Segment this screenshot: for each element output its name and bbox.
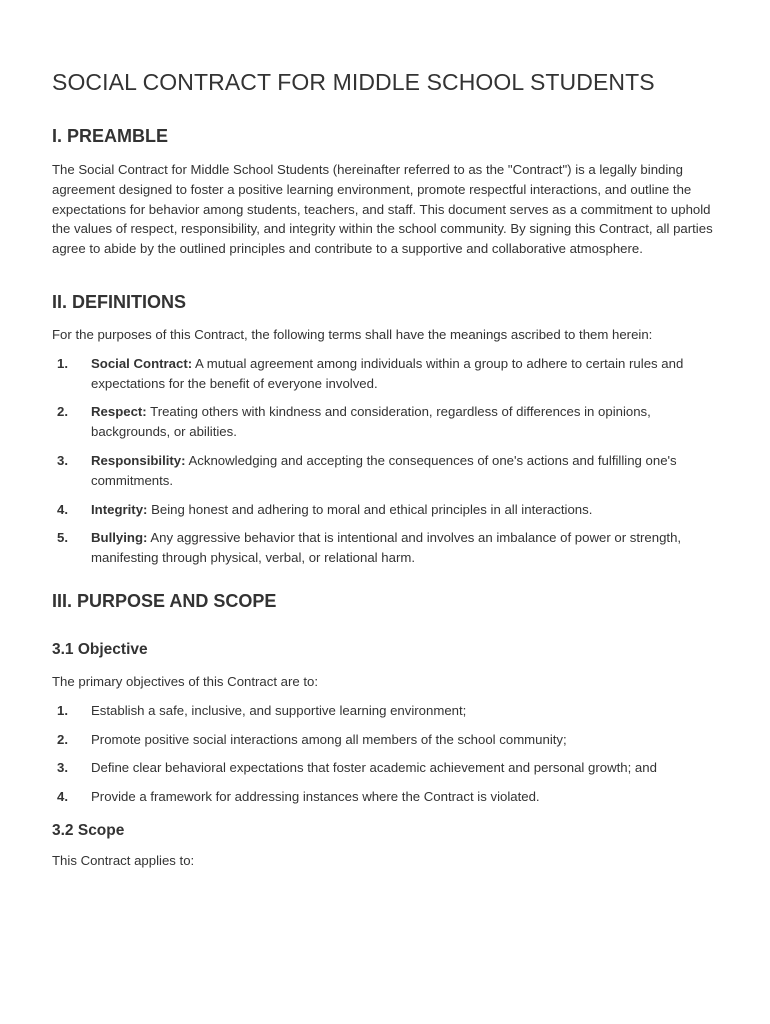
objective-heading: 3.1 Objective: [52, 640, 148, 658]
list-number: 1.: [57, 702, 68, 718]
preamble-text: The Social Contract for Middle School Students (hereinafter referred to as the "Contract") is a legally binding agreement designed to foster a positive learning environment, promote respectful interactions, and outline the expectations for behavior among students, teachers, and staff. This document serves as a commitment to uphold the values of respect, responsibility, and integrity within the school community. By signing this Contract, all parties agree to abide by the outlined principles and contribute to a supportive and collaborative atmosphere.: [52, 162, 713, 257]
list-number: 3.: [57, 760, 68, 776]
objective-item: [52, 758, 718, 778]
definition-term: Social Contract:: [91, 355, 193, 371]
definition-item: [52, 451, 718, 491]
definitions-heading: II. DEFINITIONS: [52, 291, 187, 312]
list-number: 2.: [57, 731, 68, 747]
objective-intro: The primary objectives of this Contract are to:: [52, 673, 319, 689]
objective-text: Define clear behavioral expectations that foster academic achievement and personal growth; and: [91, 760, 657, 776]
definition-item: [52, 402, 718, 442]
list-number: 2.: [57, 404, 68, 420]
objective-item: [52, 730, 718, 750]
objective-text: Provide a framework for addressing instances where the Contract is violated.: [91, 789, 540, 805]
list-number: 1.: [57, 355, 68, 371]
objective-item: [52, 787, 718, 807]
scope-intro: This Contract applies to:: [52, 852, 195, 868]
definition-item: [52, 354, 718, 394]
objective-item: [52, 701, 718, 721]
definition-term: Integrity:: [91, 501, 148, 517]
objective-text: Establish a safe, inclusive, and supportive learning environment;: [91, 702, 467, 718]
definition-text: Being honest and adhering to moral and ethical principles in all interactions.: [147, 501, 593, 517]
definition-term: Bullying:: [91, 530, 148, 546]
definition-text: Any aggressive behavior that is intentional and involves an imbalance of power or strength, manifesting through physical, verbal, or relational harm.: [91, 530, 682, 566]
list-number: 3.: [57, 452, 68, 468]
definition-text: Treating others with kindness and consideration, regardless of differences in opinions, backgrounds, or abilities.: [91, 404, 651, 440]
definition-term: Responsibility:: [91, 452, 186, 468]
objective-text: Promote positive social interactions among all members of the school community;: [91, 731, 567, 747]
document-title: SOCIAL CONTRACT FOR MIDDLE SCHOOL STUDENTS: [52, 69, 655, 95]
list-number: 4.: [57, 501, 68, 517]
definition-item: [52, 528, 718, 568]
preamble-heading: I. PREAMBLE: [52, 126, 169, 146]
definition-text: A mutual agreement among individuals within a group to adhere to certain rules and expectations for the benefit of everyone involved.: [91, 355, 684, 391]
scope-heading: 3.2 Scope: [52, 821, 125, 839]
purpose-heading: III. PURPOSE AND SCOPE: [52, 590, 277, 611]
list-number: 5.: [57, 530, 68, 546]
objectives-list: [52, 701, 718, 807]
definitions-intro: For the purposes of this Contract, the following terms shall have the meanings ascribed to them herein:: [52, 326, 653, 342]
definition-term: Respect:: [91, 404, 147, 420]
definitions-list: [52, 354, 718, 568]
definition-text: Acknowledging and accepting the consequences of one's actions and fulfilling one's commitments.: [91, 452, 677, 488]
list-number: 4.: [57, 789, 68, 805]
definition-item: [52, 500, 718, 520]
